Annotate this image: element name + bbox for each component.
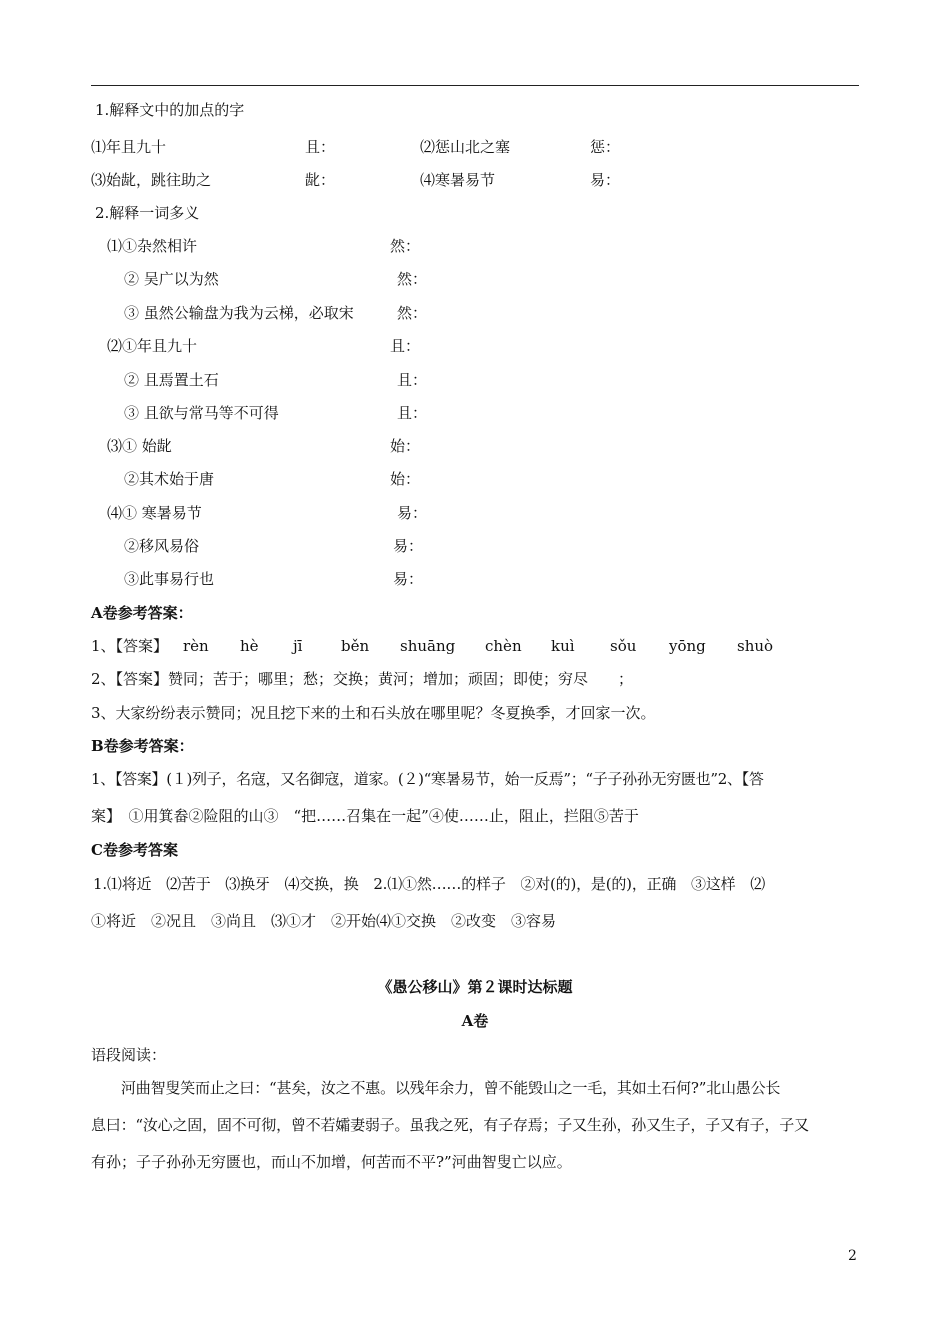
q2-key-7: 始：	[390, 437, 421, 455]
q2-line-2: ② 吴广以为然	[124, 270, 219, 288]
q2-key-8: 始：	[390, 470, 421, 488]
q2-line-4: ⑵①年且九十	[107, 337, 198, 355]
pinyin-2: hè	[240, 637, 259, 655]
a-answer-2: 2、【答案】赞同；苦于；哪里；愁；交换；黄河；增加；顽固；即使；穷尽 ；	[91, 670, 634, 688]
q2-line-3: ③ 虽然公输盘为我为云梯，必取宋	[124, 304, 354, 322]
pinyin-9: yōng	[669, 637, 706, 655]
reading-label: 语段阅读：	[91, 1046, 167, 1064]
a-answer-3: 3、大家纷纷表示赞同；况且挖下来的土和石头放在哪里呢？冬夏换季，才回家一次。	[91, 704, 656, 722]
q2-key-2: 然：	[397, 270, 428, 288]
header-rule	[91, 85, 859, 86]
pinyin-1: rèn	[183, 637, 209, 655]
q2-key-1: 然：	[390, 237, 421, 255]
q1-item-2: ⑵惩山北之塞	[420, 138, 511, 156]
pinyin-4: běn	[341, 637, 370, 655]
q2-line-10: ②移风易俗	[124, 537, 200, 555]
b-answers-title: B卷参考答案：	[91, 737, 194, 755]
q2-line-7: ⑶① 始龀	[107, 437, 172, 455]
q2-key-4: 且：	[390, 337, 421, 355]
q1-item-3: ⑶始龀，跳往助之	[91, 171, 212, 189]
q2-line-6: ③ 且欲与常马等不可得	[124, 404, 279, 422]
reading-para-line-3: 有孙；子子孙孙无穷匮也，而山不加增，何苦而不平?”河曲智叟亡以应。	[91, 1153, 572, 1171]
q2-line-5: ② 且焉置土石	[124, 371, 219, 389]
q2-key-10: 易：	[393, 537, 424, 555]
reading-para-line-1: 河曲智叟笑而止之曰：“甚矣，汝之不惠。以残年余力，曾不能毁山之一毛，其如土石何?”北山愚公长	[121, 1079, 781, 1097]
pinyin-10: shuò	[737, 637, 774, 655]
q2-line-8: ②其术始于唐	[124, 470, 215, 488]
pinyin-3: jī	[293, 637, 303, 655]
pinyin-8: sǒu	[610, 637, 637, 655]
q2-key-5: 且：	[397, 371, 428, 389]
q2-line-11: ③此事易行也	[124, 570, 215, 588]
q1-key-1: 且：	[305, 138, 336, 156]
a-answer-1-prefix: 1、【答案】	[91, 637, 169, 655]
b-answer-line-2: 案】 ①用箕畚②险阻的山③ “把……召集在一起”④使……止，阻止，拦阻⑤苦于	[91, 807, 639, 825]
section-subtitle: A卷	[461, 1012, 489, 1030]
q1-item-1: ⑴年且九十	[91, 138, 167, 156]
pinyin-5: shuāng	[400, 637, 456, 655]
q2-key-3: 然：	[397, 304, 428, 322]
c-answer-line-1: 1.⑴将近 ⑵苦于 ⑶换牙 ⑷交换，换 2.⑴①然……的样子 ②对(的)，是(的)，正确 ③这样 ⑵	[93, 875, 766, 893]
q2-title: 2.解释一词多义	[95, 204, 200, 222]
page-number: 2	[848, 1248, 857, 1264]
q2-key-6: 且：	[397, 404, 428, 422]
pinyin-7: kuì	[551, 637, 575, 655]
q1-item-4: ⑷寒暑易节	[420, 171, 496, 189]
q1-key-4: 易：	[590, 171, 621, 189]
q2-line-1: ⑴①杂然相许	[107, 237, 198, 255]
q2-line-9: ⑷① 寒暑易节	[107, 504, 202, 522]
q1-key-2: 惩：	[590, 138, 621, 156]
q1-title: 1.解释文中的加点的字	[95, 101, 245, 119]
c-answers-title: C卷参考答案	[91, 841, 178, 859]
pinyin-6: chèn	[485, 637, 522, 655]
q1-key-3: 龀：	[305, 171, 336, 189]
reading-para-line-2: 息曰：“汝心之固，固不可彻，曾不若孀妻弱子。虽我之死，有子存焉；子又生孙，孙又生子，子又有子，子又	[91, 1116, 809, 1134]
section-title: 《愚公移山》第２课时达标题	[377, 978, 573, 996]
a-answers-title: A卷参考答案：	[91, 604, 193, 622]
q2-key-9: 易：	[397, 504, 428, 522]
b-answer-line-1: 1、【答案】(１)列子，名寇，又名御寇，道家。(２)“寒暑易节，始一反焉”；“子子孙孙无穷匮也”2、【答	[91, 770, 764, 788]
q2-key-11: 易：	[393, 570, 424, 588]
c-answer-line-2: ①将近 ②况且 ③尚且 ⑶①才 ②开始⑷①交换 ②改变 ③容易	[91, 912, 557, 930]
